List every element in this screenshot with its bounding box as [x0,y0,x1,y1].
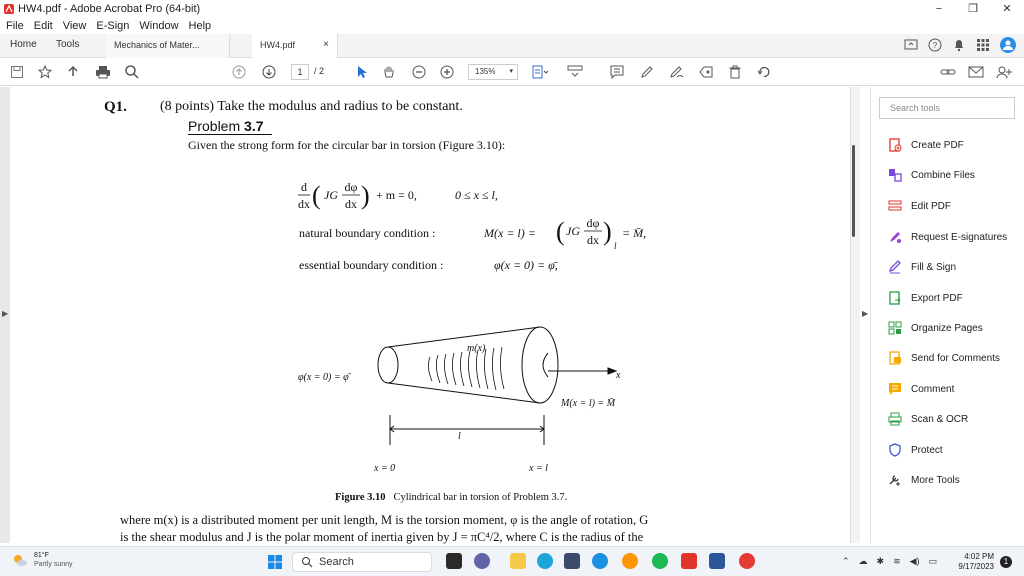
natural-bc-left: M(x = l) = [484,226,536,240]
svg-text:l: l [614,241,617,251]
svg-text:?: ? [932,41,938,50]
minimize-button[interactable]: − [935,3,943,15]
tab-tools[interactable]: Tools [56,39,80,50]
next-page-icon[interactable] [262,64,276,80]
tool-send-for-comments[interactable] [887,348,1000,368]
search-icon [301,556,313,568]
expand-right-panel-icon[interactable]: ▶ [862,309,869,318]
tab-home[interactable]: Home [10,39,37,50]
natural-bc-label: natural boundary condition : [299,226,436,240]
clock-date: 9/17/2023 [958,562,994,571]
recorder-app-icon[interactable] [739,553,755,569]
svg-text:dx: dx [587,233,599,247]
vertical-scrollbar-thumb[interactable] [852,145,855,237]
weather-temp: 81°F [34,552,49,559]
tool-scan-ocr[interactable] [887,409,968,429]
problem-underline [188,134,272,135]
svg-text:): ) [361,181,370,210]
weather-partly-sunny-icon [12,553,28,567]
svg-text:dx: dx [298,197,310,211]
select-cursor-icon[interactable] [356,64,368,80]
menu-edit[interactable]: Edit [33,20,53,32]
question-text: (8 points) Take the modulus and radius to be constant. [160,99,463,114]
zoom-out-icon[interactable] [412,64,426,80]
svg-text:(: ( [312,181,321,210]
figure-label-mx: m(x) [467,343,486,354]
tab-document-mechanics-label: Mechanics of Mater... [114,40,200,50]
figure-caption-text: Cylindrical bar in torsion of Problem 3.7. [393,492,568,503]
draw-icon[interactable] [669,64,685,80]
essential-bc-label: essential boundary condition : [299,258,444,272]
where-text-line1: where m(x) is a distributed moment per unit length, M is the torsion moment, φ is the angle of rotation, G [120,513,649,527]
organize-pages-icon [887,320,903,336]
svg-text:dx: dx [345,197,357,211]
tool-fill-sign[interactable] [887,257,956,277]
hand-tool-icon[interactable] [382,64,396,80]
tool-fill-sign-label: Fill & Sign [911,261,957,273]
comment-icon[interactable] [610,64,624,80]
tool-scan-ocr-label: Scan & OCR [911,413,969,425]
spotify-icon[interactable] [652,553,668,569]
menu-window[interactable]: Window [139,20,179,32]
print-icon[interactable] [95,64,111,80]
send-for-comments-icon [887,350,903,366]
comment-tool-icon [887,381,903,397]
menu-esign[interactable]: E-Sign [96,20,130,32]
zoom-level-value: 135% [475,67,496,76]
menu-bar [0,18,1024,34]
acrobat-app-icon [4,4,14,14]
system-clock[interactable] [950,552,994,572]
chevron-up-icon[interactable]: ⌃ [842,556,850,566]
tool-export-pdf-label: Export PDF [911,292,963,304]
search-tools-input[interactable]: Search tools [879,97,1015,119]
expand-left-panel-icon[interactable]: ▶ [2,309,9,318]
undo-rotate-icon[interactable] [757,64,771,80]
battery-icon[interactable]: ▭ [928,556,938,566]
tool-request-esignatures-label: Request E-signatures [911,231,1008,243]
microsoft-store-icon[interactable] [564,553,580,569]
figure-label-moment: M(x = l) = M̄ [561,398,616,409]
user-avatar-icon[interactable] [1000,37,1016,53]
tab-bar [0,34,1024,58]
notification-bell-icon[interactable] [952,38,966,52]
zoom-in-icon[interactable] [440,64,454,80]
problem-title [188,118,264,134]
help-icon[interactable] [928,38,942,52]
figure-label-xl: x = l [529,463,548,474]
tool-comment[interactable] [887,379,954,399]
equation-plus-m: + m = 0, [376,188,417,202]
document-viewer[interactable] [0,87,869,544]
svg-text:(: ( [556,217,565,246]
tool-edit-pdf-label: Edit PDF [911,200,952,212]
domain-range: 0 ≤ x ≤ l, [455,188,498,202]
chrome-browser-icon[interactable] [592,553,608,569]
firefox-browser-icon[interactable] [622,553,638,569]
word-icon[interactable] [709,553,725,569]
question-number: Q1. [104,99,127,115]
create-pdf-icon [887,137,903,153]
menu-view[interactable]: View [62,20,87,32]
toolbar [0,58,1024,86]
tab-close-icon[interactable]: × [323,39,329,50]
tool-organize-pages-label: Organize Pages [911,322,983,334]
tool-more-tools-label: More Tools [911,474,960,486]
tool-create-pdf[interactable] [887,135,964,155]
teams-chat-icon[interactable] [474,553,490,569]
where-text-line2: is the shear modulus and J is the polar moment of inertia given by J = πC⁴/2, where C is the radius of the [120,530,644,544]
restore-button[interactable]: ❐ [968,3,978,15]
fill-sign-icon [887,259,903,275]
edge-browser-icon[interactable] [537,553,553,569]
cloud-sync-icon[interactable]: ☁ [858,556,868,566]
page-number-input[interactable]: 1 [291,64,309,80]
svg-text:dφ: dφ [586,216,600,230]
add-user-icon[interactable] [996,64,1012,80]
scan-ocr-icon [887,411,903,427]
svg-text:JG: JG [566,224,580,238]
weather-widget[interactable] [12,551,73,569]
wifi-icon[interactable]: ≋ [893,556,901,566]
taskbar-search[interactable] [292,552,432,572]
tool-combine-files-label: Combine Files [911,169,975,181]
tool-combine-files[interactable] [887,165,975,185]
menu-help[interactable]: Help [188,20,212,32]
tool-protect[interactable] [887,440,943,460]
previous-page-icon[interactable] [232,64,246,80]
tab-document-mechanics[interactable] [106,34,230,58]
figure-caption [335,492,567,503]
notification-badge[interactable]: 1 [1000,556,1012,568]
more-tools-icon [887,472,903,488]
share-screen-icon[interactable] [904,38,918,52]
tool-export-pdf[interactable] [887,288,963,308]
combine-files-icon [887,167,903,183]
bookmark-star-icon[interactable] [38,64,52,80]
apps-grid-icon[interactable] [976,38,990,52]
taskbar [0,546,1024,576]
save-icon[interactable] [10,64,24,80]
zoom-level-select[interactable] [468,64,518,80]
tool-comment-label: Comment [911,383,955,395]
highlight-pen-icon[interactable] [640,64,654,80]
essential-bc-equation: φ(x = 0) = φ̄, [494,258,558,272]
request-esignatures-icon [887,229,903,245]
tool-edit-pdf[interactable] [887,196,951,216]
volume-icon[interactable]: ◀) [909,556,920,566]
tab-document-hw4[interactable] [252,34,338,58]
weather-condition: Partly sunny [34,561,73,568]
tools-panel [870,87,1024,543]
link-icon[interactable] [940,64,956,80]
natural-bc-fraction [556,213,622,255]
tool-create-pdf-label: Create PDF [911,139,964,151]
file-explorer-icon[interactable] [510,553,526,569]
export-pdf-icon [887,290,903,306]
windows-start-icon[interactable] [268,555,282,569]
tool-more-tools[interactable] [887,470,960,490]
search-zoom-icon[interactable] [124,64,140,80]
bluetooth-icon[interactable]: ✱ [876,556,885,566]
svg-text:d: d [301,180,307,194]
figure-label-length: l [458,431,461,442]
acrobat-taskbar-icon[interactable] [681,553,697,569]
natural-bc-right: = M̄, [622,226,647,240]
close-button[interactable]: ✕ [1002,3,1012,15]
svg-text:JG: JG [324,188,338,202]
pdf-page [0,87,860,543]
scroll-mode-icon[interactable] [567,64,583,80]
figure-caption-label: Figure 3.10 [335,492,386,503]
tool-send-for-comments-label: Send for Comments [911,352,1000,364]
tool-request-esignatures[interactable] [887,227,1007,247]
edit-pdf-icon [887,198,903,214]
clock-time: 4:02 PM [964,552,994,561]
chevron-down-icon: ▾ [509,68,513,75]
problem-label: Problem [188,118,241,134]
page-display-icon[interactable] [532,64,550,80]
shield-icon [887,442,903,458]
tab-document-hw4-label: HW4.pdf [260,40,296,50]
page-total: / 2 [314,66,325,76]
given-text: Given the strong form for the circular bar in torsion (Figure 3.10): [188,138,506,152]
title-bar [0,0,1024,18]
svg-text:): ) [603,217,612,246]
task-view-icon[interactable] [446,553,462,569]
stamp-icon[interactable] [698,64,714,80]
figure-label-x0: x = 0 [374,463,396,474]
email-icon[interactable] [968,64,984,80]
system-tray [842,556,937,567]
figure-label-x-axis: x [616,370,621,381]
taskbar-search-label: Search [319,556,354,568]
svg-text:dφ: dφ [344,180,358,194]
menu-file[interactable]: File [6,20,24,32]
problem-number: 3.7 [244,118,264,134]
window-title: HW4.pdf - Adobe Acrobat Pro (64-bit) [18,3,201,15]
tool-organize-pages[interactable] [887,318,983,338]
tool-protect-label: Protect [911,444,943,456]
share-icon[interactable] [66,64,80,80]
figure-label-phi: φ(x = 0) = φ̄ [298,372,349,383]
delete-trash-icon[interactable] [728,64,742,80]
